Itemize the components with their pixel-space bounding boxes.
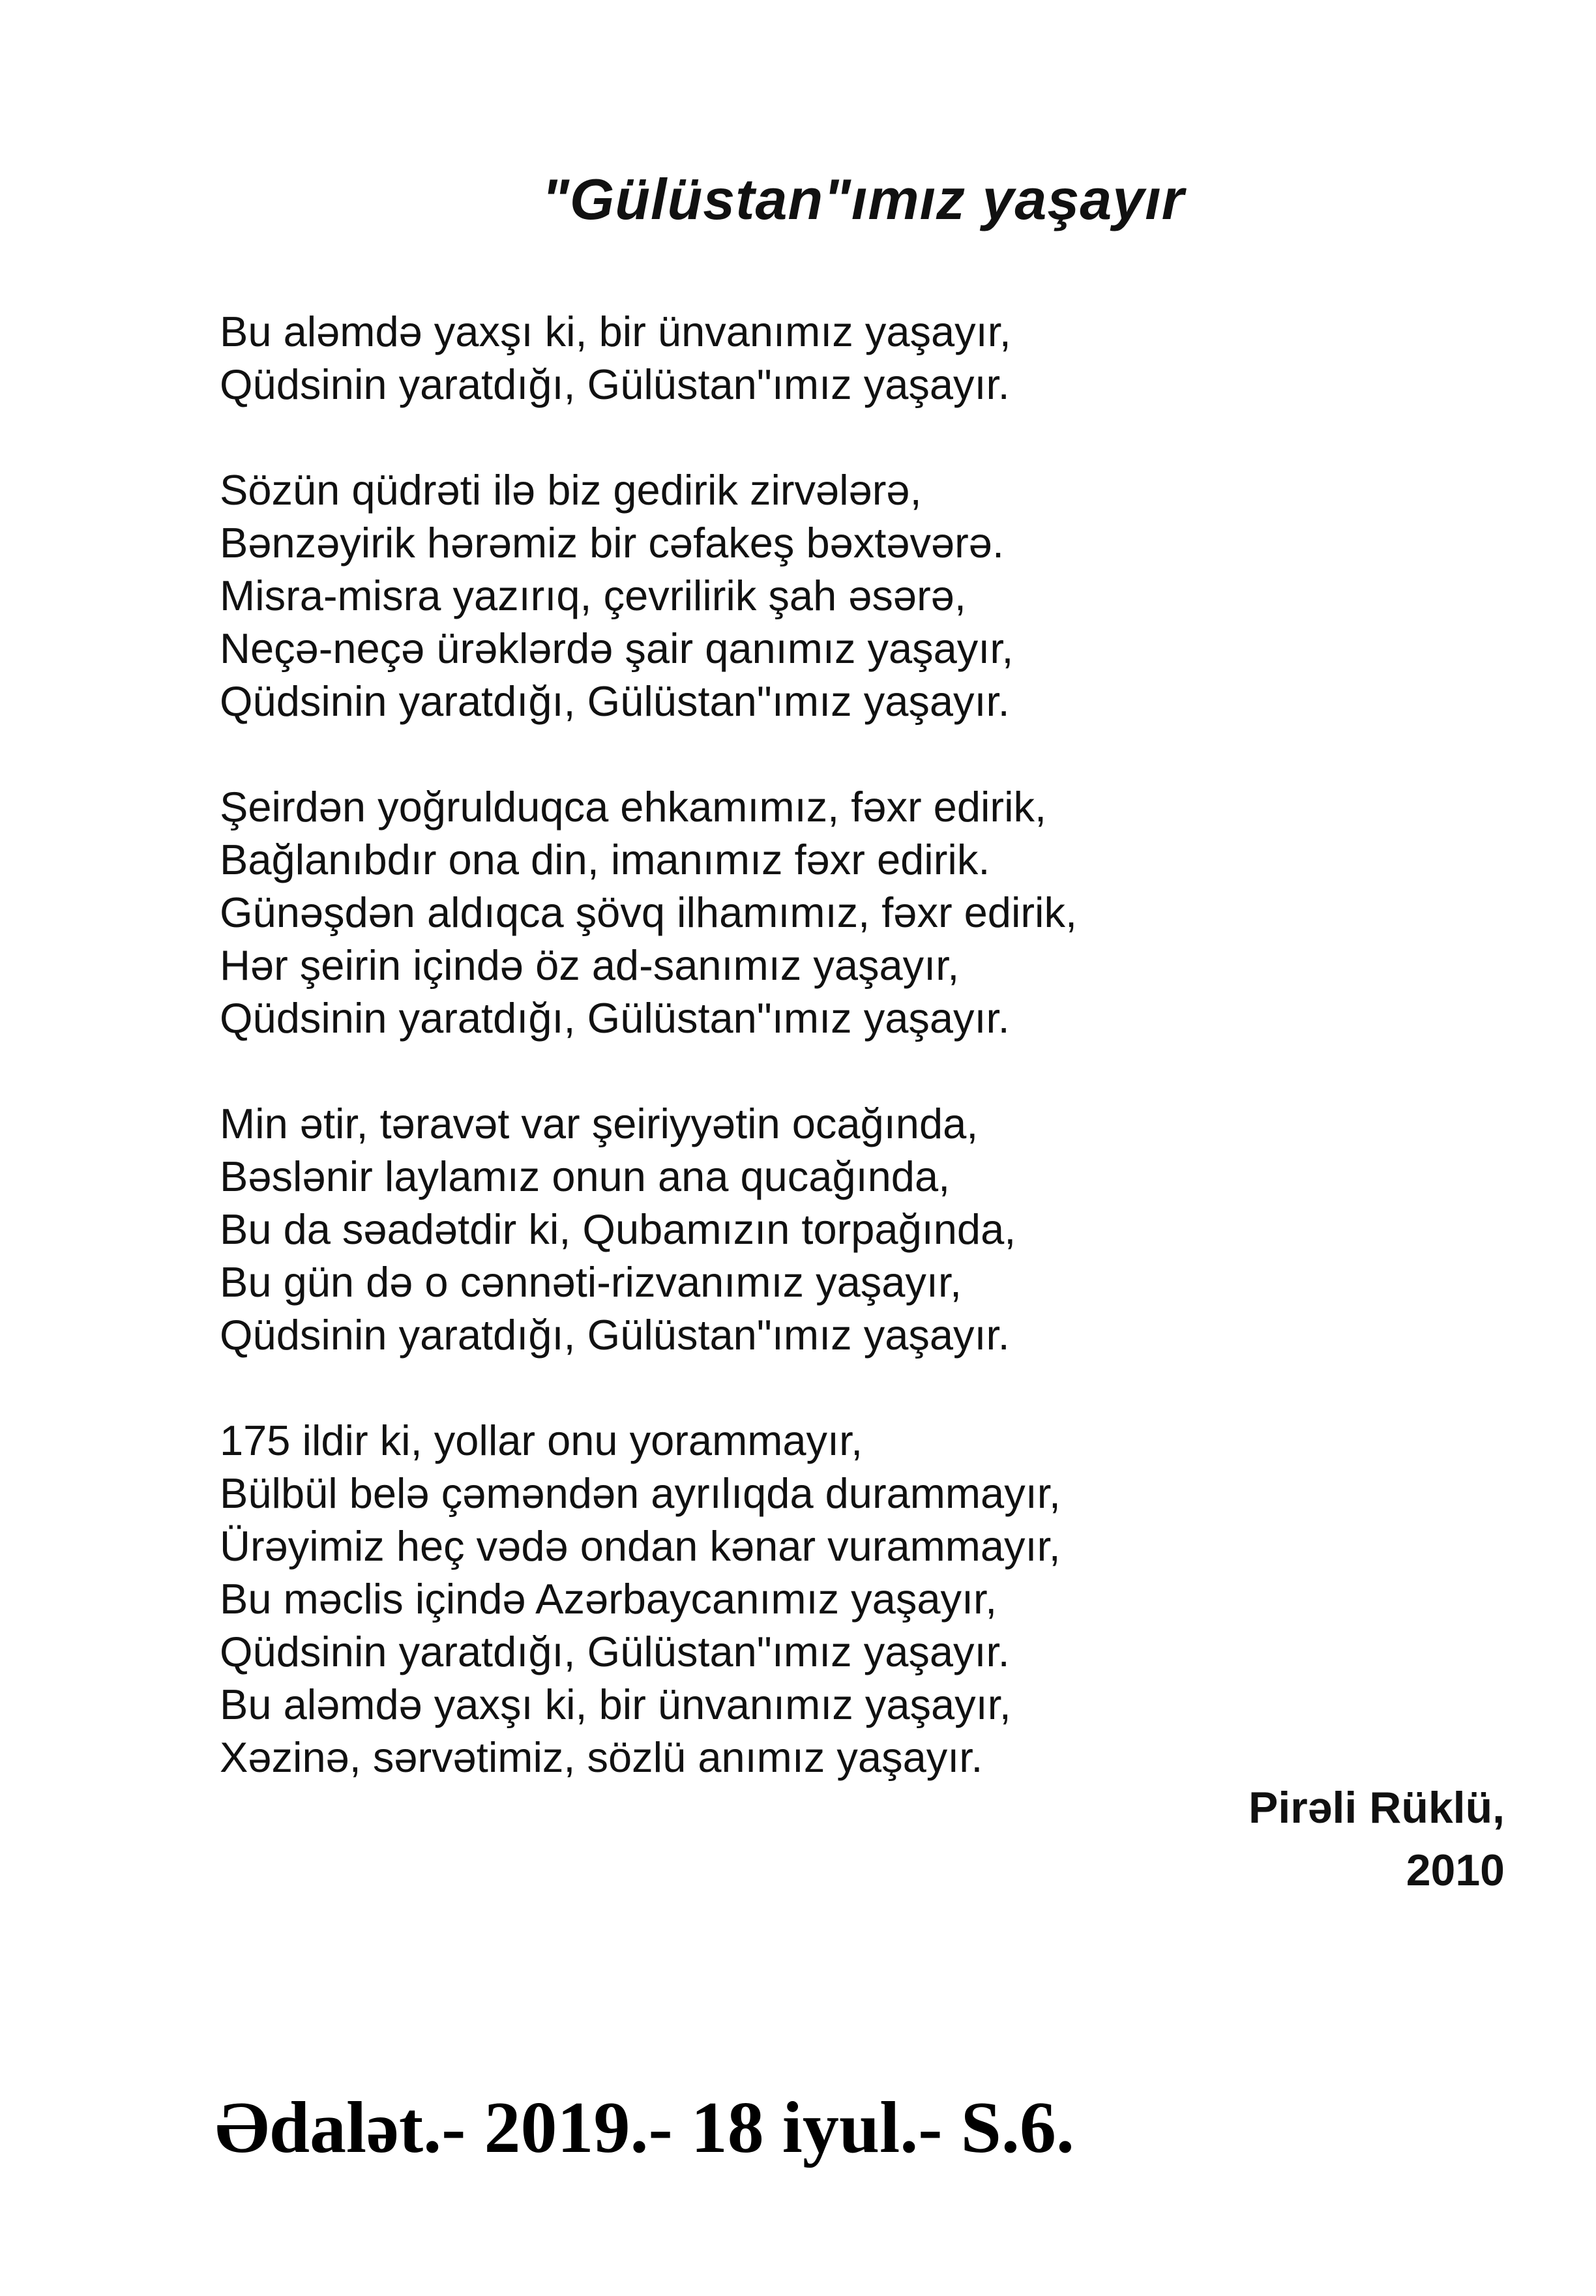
- poem-line: Günəşdən aldıqca şövq ilhamımız, fəxr edirik,: [220, 889, 1078, 936]
- poem-line: Bu məclis içində Azərbaycanımız yaşayır,: [220, 1575, 998, 1623]
- poem-line: Bu da səadətdir ki, Qubamızın torpağında,: [220, 1205, 1016, 1253]
- source-citation: Ədalət.- 2019.- 18 iyul.- S.6.: [215, 2087, 1074, 2168]
- poem-line: Min ətir, təravət var şeiriyyətin ocağında,: [220, 1100, 979, 1147]
- poem-line: Bəslənir laylamız onun ana qucağında,: [220, 1153, 951, 1200]
- poem-line: Bu aləmdə yaxşı ki, bir ünvanımız yaşayır,: [220, 1681, 1011, 1728]
- poem-line: Qüdsinin yaratdığı, Gülüstan"ımız yaşayır.: [220, 677, 1010, 725]
- poem-line: Bu gün də o cənnəti-rizvanımız yaşayır,: [220, 1258, 962, 1306]
- poem-line: Xəzinə, sərvətimiz, sözlü anımız yaşayır.: [220, 1733, 983, 1781]
- poem-line: Hər şeirin içində öz ad-sanımız yaşayır,: [220, 941, 960, 989]
- stanza-5: [220, 1414, 1393, 1784]
- poem-line: Bu aləmdə yaxşı ki, bir ünvanımız yaşayır,: [220, 308, 1011, 355]
- poem-line: Bülbül belə çəməndən ayrılıqda durammayır,: [220, 1469, 1061, 1517]
- stanza-3: [220, 780, 1393, 1044]
- poem-title: "Gülüstan"ımız yaşayır: [542, 167, 1185, 231]
- poem-body: [220, 305, 1393, 1784]
- stanza-2: [220, 464, 1393, 728]
- poem-line: Bağlanıbdır ona din, imanımız fəxr edirik.: [220, 836, 990, 883]
- poem-line: Qüdsinin yaratdığı, Gülüstan"ımız yaşayır.: [220, 1311, 1010, 1359]
- poem-line: Qüdsinin yaratdığı, Gülüstan"ımız yaşayır.: [220, 994, 1010, 1042]
- poem-line: Qüdsinin yaratdığı, Gülüstan"ımız yaşayır.: [220, 361, 1010, 408]
- poem-line: Misra-misra yazırıq, çevrilirik şah əsərə,: [220, 572, 966, 619]
- poem-line: Qüdsinin yaratdığı, Gülüstan"ımız yaşayır.: [220, 1628, 1010, 1675]
- poem-line: Bənzəyirik hərəmiz bir cəfakeş bəxtəvərə.: [220, 519, 1005, 567]
- stanza-4: [220, 1097, 1393, 1361]
- poem-line: Sözün qüdrəti ilə biz gedirik zirvələrə,: [220, 466, 922, 514]
- stanza-1: [220, 305, 1393, 411]
- author-name: Pirəli Rüklü,: [1249, 1783, 1505, 1832]
- author-year: 2010: [1406, 1846, 1505, 1895]
- poem-line: Ürəyimiz heç vədə ondan kənar vurammayır,: [220, 1522, 1061, 1570]
- poem-line: 175 ildir ki, yollar onu yorammayır,: [220, 1417, 863, 1464]
- author-signature: [1249, 1776, 1505, 1902]
- poem-line: Neçə-neçə ürəklərdə şair qanımız yaşayır,: [220, 625, 1014, 672]
- poem-line: Şeirdən yoğrulduqca ehkamımız, fəxr edirik,: [220, 783, 1047, 831]
